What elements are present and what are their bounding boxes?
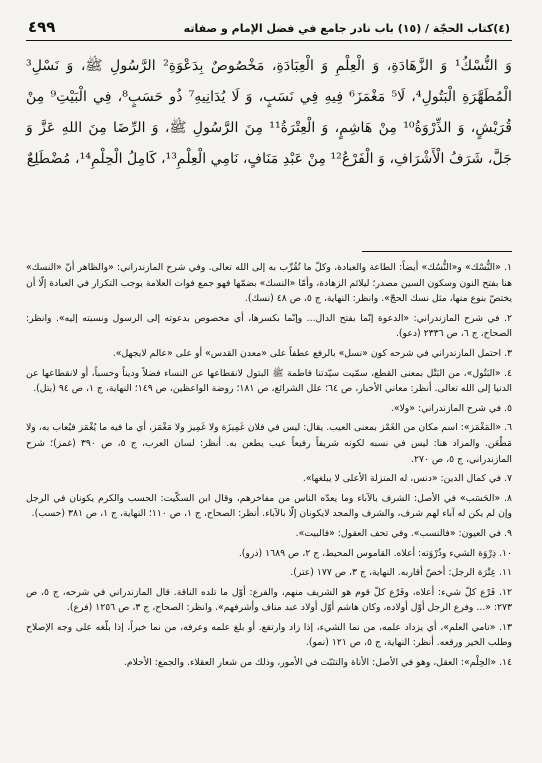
footnotes-block	[26, 260, 512, 671]
footnote-6: ٦. «المَغْمَز»: اسم مكان من الغَمْز بمعنى العيب. يقال: ليس في فلان غَمِيزَة ولا غَمِيز ولا مَغْمَز، أي ما فيه ما يُغْمَز فيُعاب به، ولا مَطْعَن. والمراد هنا: ليس في نسبه لكونه شريفاً رفيعاً عيب يطعن به. أنظر: لسان العرب، ج ٥، ص ٣٩٠ (غمز)؛ شرح المازندراني، ج ٥، ص ٢٧٠.	[26, 422, 512, 465]
footnote-4: ٤. «البَتُول»، من البَتْل بمعنى القطع، سمّيت سيّدتنا فاطمة ﷺ البتول لانقطاعها عن النساء فضلاً وديناً وحسباً، أو لانقطاعها عن الدنيا إلى الله تعالى. أنظر: معاني الأخبار، ص ٦٤؛ علل الشرائع، ص ١٨١؛ روضة الواعظين، ص ١٤٩؛ النهاية، ج ١، ص ٩٤ (بتل).	[26, 367, 512, 395]
main-text-block	[26, 51, 512, 175]
footnote-7: ٧. في كمال الدين: «دنس، له المنزلة الأعلى لا يبلغها».	[302, 473, 512, 485]
page-number: ٤٩٩	[28, 18, 56, 36]
footnote-14: ١٤. «الحِلْم»: العقل، وهو في الأصل: الأناة والتثبّت في الأمور، وذلك من شعار العقلاء. والجمع: الأحلام.	[123, 657, 512, 669]
footnote-3: ٣. احتمل المازندراني في شرحه كون «نسل» بالرفع عطفاً على «معدن القدس» أو على «عالم لايجهل».	[112, 347, 512, 359]
footnote-separator	[362, 251, 512, 252]
footnote-12: ١٢. فَرْع كلّ شيء: أعلاه، وفَرْع كلّ قوم هو الشريف منهم، والفرع: أوّل ما تلده الناقة. قال المازندراني في شرحه، ج ٥، ص ٢٧٣: «... وفرع الرجل أوّل أولاده، وكان هاشم أوّل أولاد عبد مناف وأشرفهم». وانظر: الصحاح، ج ٣، ص ١٢٥٦ (فرع).	[26, 586, 512, 614]
footnote-1: ١. «النُّسْك» و«النُّسُك» أيضاً: الطاعة والعبادة، وكلّ ما تُقُرِّب به إلى الله تعالى. وفي شرح المازندراني: «والظاهر أنّ «النسك» هنا بفتح النون وسكون السين مصدر؛ ليلائم الزهادة، وأمّا «النسك» بضمّها فهو جمع فوات العلامة يوجب التكرار في العبادة إلّا أن يختصّ بنوع منها، مثل نسك الحجّ». وانظر: النهاية، ج ٥، ص ٤٨ (نسك).	[26, 262, 512, 305]
footnote-9: ٩. في العيون: «فالنسب». وفي تحف العقول: «فالبيت».	[295, 527, 512, 539]
footnote-8: ٨. «الحَسَب» في الأصل: الشرف بالآباء وما يعدّه الناس من مفاخرهم، وقال ابن السكّيت: الحسب والكرم يكونان في الرجل وإن لم يكن له آباء لهم شرف، والشرف والمجد لايكونان إلّا بالآباء. أنظر: الصحاح، ج ١، ص ١١٠؛ النهاية، ج ١، ص ٣٨١ (حسب).	[26, 492, 512, 520]
running-title: (٤)كتاب الحجّة / (١٥) باب نادر جامع في فضل الإمام و صفاته	[183, 22, 510, 35]
main-paragraph: وَ النُّسْكُ¹ وَ الزَّهَادَةِ، وَ الْعِلْمِ وَ الْعِبَادَةِ، مَخْصُوصٌ بِدَعْوَةِ² الرَّسُولِ ﷺ، وَ نَسْلِ³ الْمُطَهَّرَةِ الْبَتُولِ⁴، لَا⁵ مَغْمَزَ⁶ فِيهِ فِي نَسَبٍ، وَ لَا يُدَانِيهِ⁷ ذُو حَسَبٍ⁸، فِي الْبَيْتِ⁹ مِنْ قُرَيْشٍ، وَ الذِّرْوَةُ¹⁰ مِنْ هَاشِمٍ، وَ الْعِتْرَةُ¹¹ مِنَ الرَّسُولِ ﷺ، وَ الرِّضَا مِنَ اللهِ عَزَّ وَ جَلَّ، شَرَفُ الْأَشْرَافِ، وَ الْفَرْعُ¹² مِنْ عَبْدِ مَنَافٍ، نَامِي الْعِلْمِ¹³، كَامِلُ الْحِلْمِ¹⁴، مُضْطَلِعٌ	[26, 58, 513, 167]
footnote-2: ٢. في شرح المازندراني: «الدعوة إنّما بفتح الدال... وإنّما بكسرها، أي مخصوص بدعوته إلى الرسول ونسبته إليه». وانظر: الصحاح، ج ٦، ص ٢٣٣٦ (دعو).	[26, 312, 512, 340]
footnote-13: ١٣. «نامي العلم»، أي يزداد علمه، من نما الشيء، إذا زاد وارتفع. أو بلغ علمه وعرفه، من نما خبراً، إذا بلّغه على وجه الإصلاح وطلب الخير ورفعه. أنظر: النهاية، ج ٥، ص ١٢١ (نمو).	[26, 621, 512, 649]
footnote-10: ١٠. ذِرْوَة الشيء وذُرْوَته: أعلاه. القاموس المحيط، ج ٢، ص ١٦٨٩ (ذرو).	[238, 547, 512, 559]
running-header	[26, 18, 512, 40]
header-rule	[26, 40, 512, 41]
footnote-5: ٥. في شرح المازندراني: «ولا».	[390, 402, 512, 414]
footnote-11: ١١. عِتْرَة الرجل: أخصّ أقاربه. النهاية، ج ٣، ص ١٧٧ (عتر).	[290, 567, 512, 579]
